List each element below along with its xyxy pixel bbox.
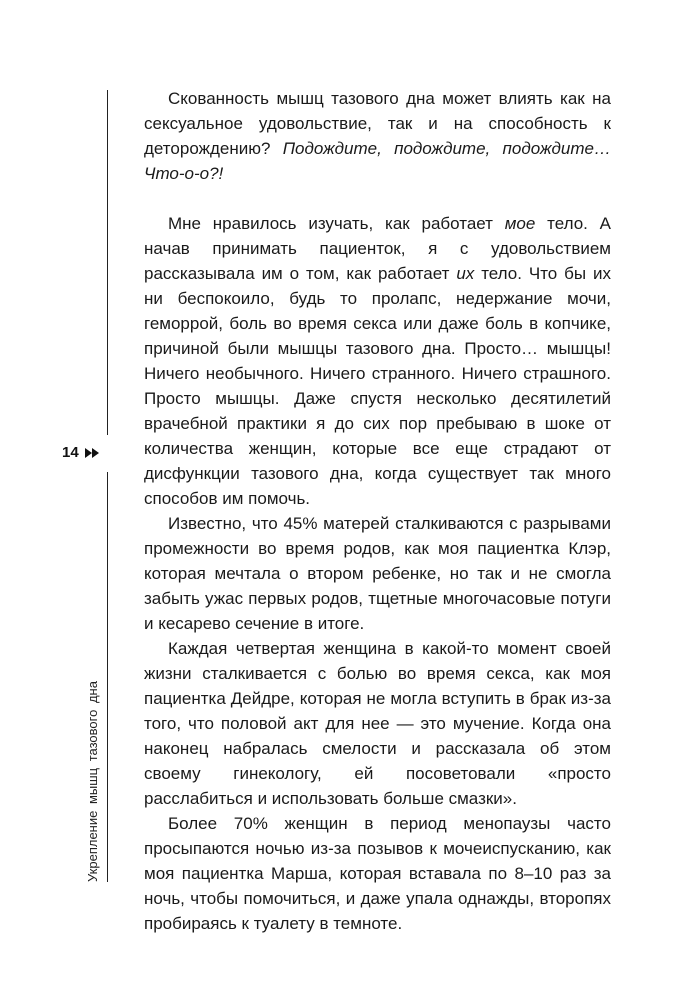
paragraph-2: Мне нравилось изучать, как работает мое тело. А начав принимать пациенток, я с удовольствием рассказывала им о том, как работает их тело. Что бы их ни беспокоило, будь то пролапс, недержание мочи, геморрой, боль во время секса или даже боль в копчике, причиной были мышцы тазового дна. Просто… мышцы! Ничего необычного. Ничего странного. Ничего страшного. Просто мышцы. Даже спустя несколько десятилетий врачебной практики я до сих пор пребываю в шоке от количества женщин, которые все еще страдают от дисфункции тазового дна, когда существует так много способов им помочь. xyxy=(144,214,612,508)
paragraph-3: Известно, что 45% матерей сталкиваются с разрывами промежности во время родов, как моя пациентка Клэр, которая мечтала о втором ребенке, но так и не смогла забыть ужас первых родов, тщетные многочасовые потуги и кесарево сечение в итоге. xyxy=(144,514,611,633)
double-arrow-icon xyxy=(85,448,99,458)
body-text xyxy=(144,86,611,936)
running-head: Укрепление мышц тазового дна xyxy=(85,681,100,882)
paragraph-1: Скованность мышц тазового дна может влиять как на сексуальное удовольствие, так и на способность к деторождению? Подождите, подождите, подождите… Что-о-о?! xyxy=(144,89,611,183)
italic-exclamation: Подождите, подождите, подождите… Что-о-о?! xyxy=(144,139,611,183)
margin-rule-top xyxy=(107,90,108,435)
margin-rule-bottom xyxy=(107,472,108,882)
page-folio xyxy=(62,443,99,463)
paragraph-5: Более 70% женщин в период менопаузы часто просыпаются ночью из-за позывов к мочеиспусканию, как моя пациентка Марша, которая вставала по 8–10 раз за ночь, чтобы помочиться, и даже упала однажды, второпях пробираясь к туалету в темноте. xyxy=(144,814,611,933)
paragraph-4: Каждая четвертая женщина в какой-то момент своей жизни сталкивается с болью во время секса, как моя пациентка Дейдре, которая не могла вступить в брак из-за того, что половой акт для нее — это мучение. Когда она наконец набралась смелости и рассказала об этом своему гинекологу, ей посоветовали «просто расслабиться и использовать больше смазки». xyxy=(144,639,611,808)
page-number: 14 xyxy=(62,444,79,461)
